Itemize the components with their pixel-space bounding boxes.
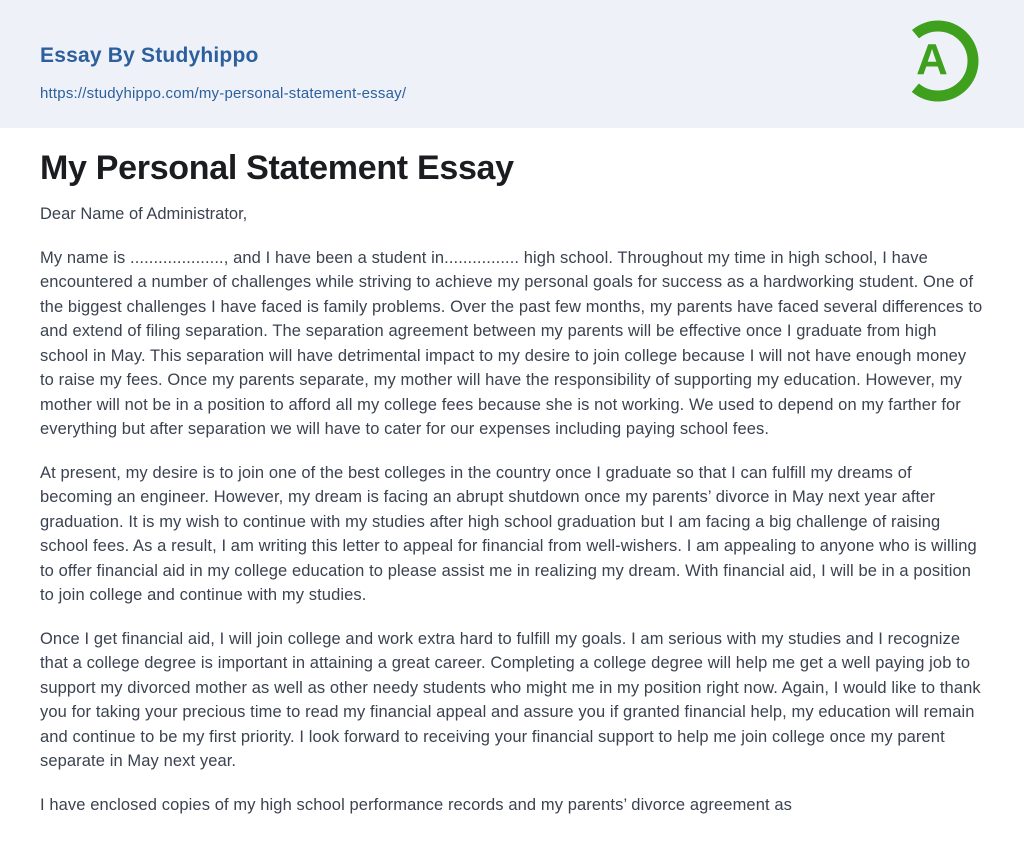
header-text-block	[40, 44, 406, 103]
source-url-link[interactable]: https://studyhippo.com/my-personal-statement-essay/	[40, 85, 407, 102]
logo-letter: A	[916, 35, 948, 85]
page-header	[0, 0, 1024, 128]
essay-paragraph: I have enclosed copies of my high school performance records and my parents’ divorce agreement as	[40, 795, 792, 814]
essay-body	[40, 246, 984, 818]
salutation: Dear Name of Administrator,	[40, 205, 248, 224]
page-title: My Personal Statement Essay	[40, 149, 514, 187]
essay-paragraph: At present, my desire is to join one of the best colleges in the country once I graduate so that I can fulfill my dreams of becoming an engineer. However, my dream is facing an abrupt shutdown once my parents’ divorce in May next year after graduation. It is my wish to continue with my studies after high school graduation but I am facing a big challenge of raising school fees. As a result, I am writing this letter to appeal for financial from well-wishers. I am appealing to anyone who is willing to offer financial aid in my college education to please assist me in realizing my dream. With financial aid, I will be in a position to join college and continue with my studies.	[40, 463, 977, 605]
document-content	[0, 128, 1024, 817]
essay-paragraph: Once I get financial aid, I will join college and work extra hard to fulfill my goals. I am serious with my studies and I recognize that a college degree is important in attaining a great career. Completing a college degree will help me get a well paying job to support my divorced mother as well as other needy students who might me in my position right now. Again, I would like to thank you for taking your precious time to read my financial appeal and assure you if granted financial help, my education will remain and continue to be my first priority. I look forward to receiving your financial support to help me join college once my parent separate in May next year.	[40, 629, 981, 771]
studyhippo-logo[interactable]	[890, 13, 986, 109]
site-title: Essay By Studyhippo	[40, 44, 259, 67]
essay-paragraph: My name is ...................., and I have been a student in................ high school. Throughout my time in high school, I have encountered a number of challenges while striving to achieve my personal goals for success as a hardworking student. One of the biggest challenges I have faced is family problems. Over the past few months, my parents have faced several differences to and extend of filing separation. The separation agreement between my parents will be effective once I graduate from high school in May. This separation will have detrimental impact to my desire to join college because I will not have enough money to raise my fees. Once my parents separate, my mother will have the responsibility of supporting my education. However, my mother will not be in a position to afford all my college fees because she is not working. We used to depend on my farther for everything but after separation we will have to cater for our expenses including paying school fees.	[40, 248, 983, 439]
